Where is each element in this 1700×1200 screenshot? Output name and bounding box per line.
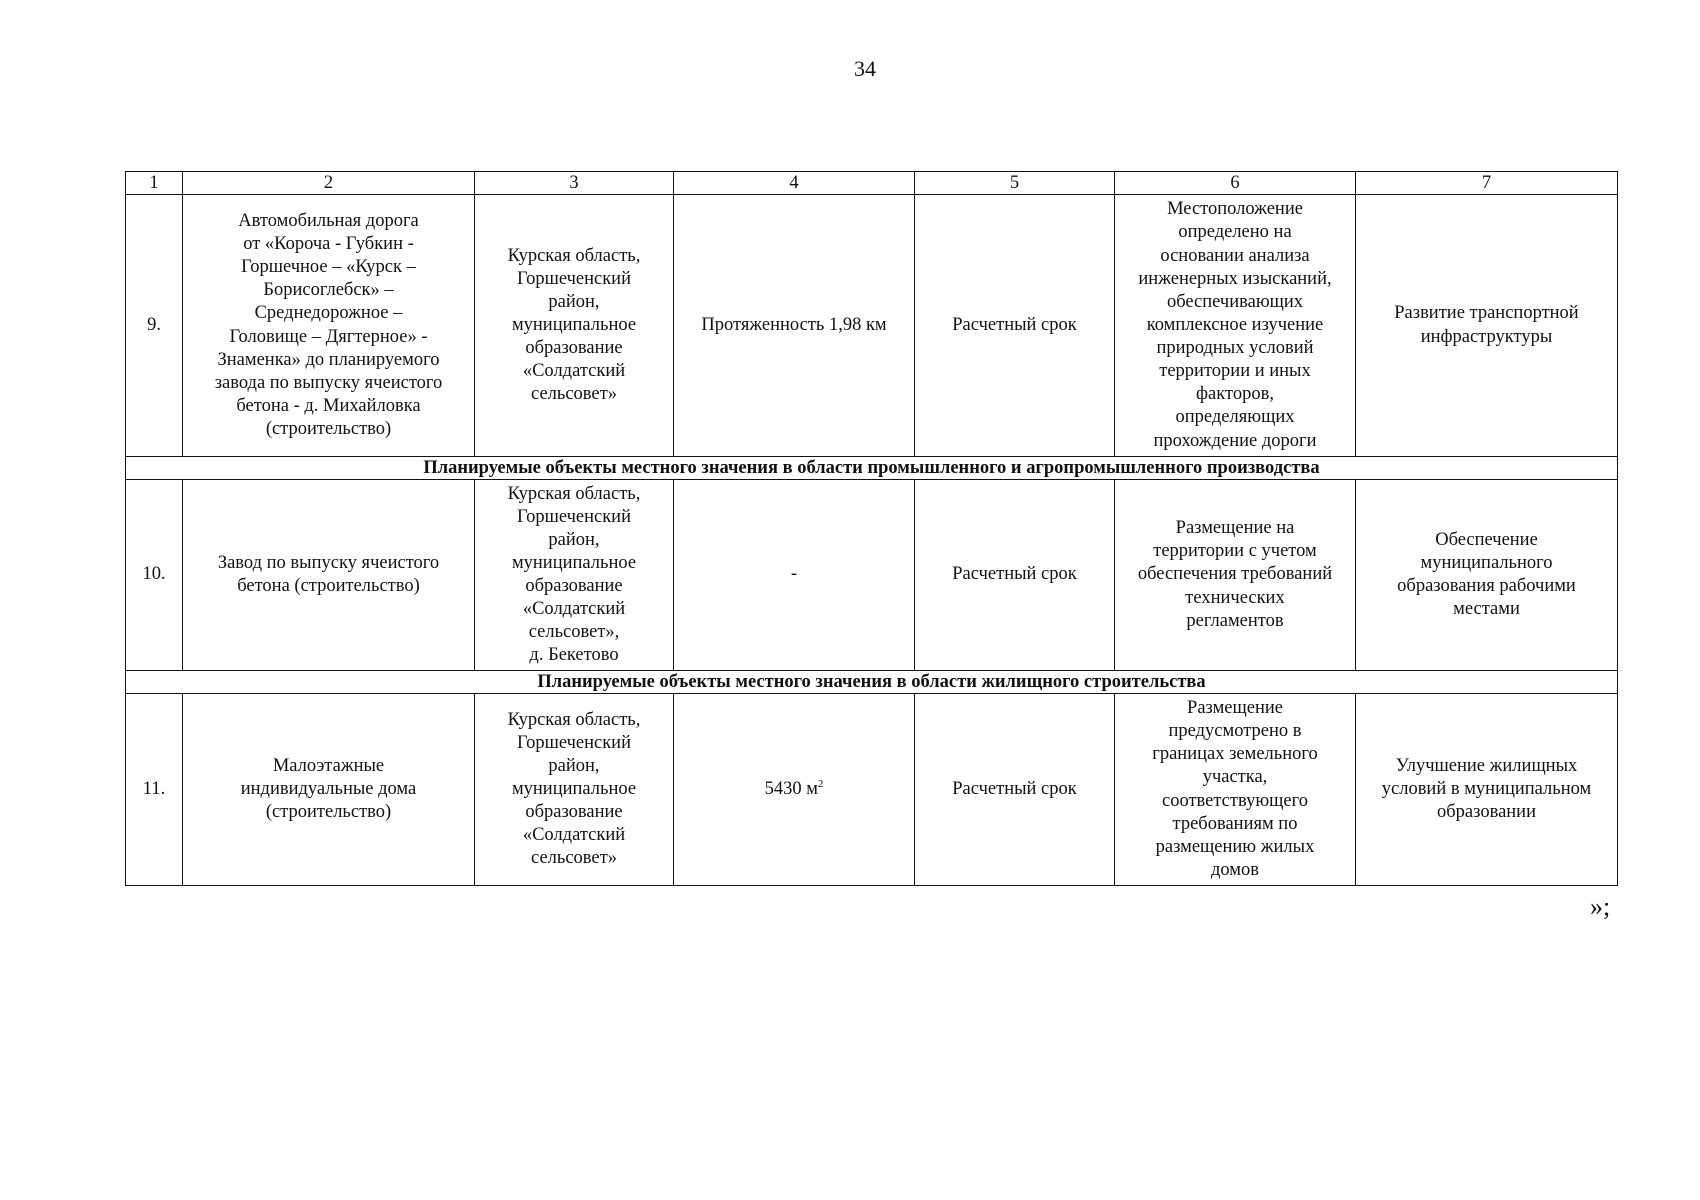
row-number-cell [126,480,183,671]
location-cell [475,480,674,671]
location-cell [475,694,674,886]
location: Курская область, Горшеченский район, муниципальное образование «Солдатский сельсовет», д. Бекетово [507,483,641,666]
row-number-cell [126,195,183,457]
placement-justification: Размещение на территории с учетом обеспечения требований технических регламентов [1137,518,1333,631]
object-name: Завод по выпуску ячеистого бетона (строительство) [217,552,440,596]
header-cell: 7 [1356,172,1618,195]
table-row [126,195,1618,457]
location: Курская область, Горшеченский район, муниципальное образование «Солдатский сельсовет» [507,709,641,869]
row-number: 9. [147,314,161,335]
purpose-cell [1356,480,1618,671]
section-header-row [126,457,1618,480]
term-cell [915,694,1115,886]
purpose-cell [1356,195,1618,457]
header-cell: 5 [915,172,1115,195]
header-cell: 6 [1115,172,1356,195]
object-name-cell [183,694,475,886]
table-header-row [126,172,1618,195]
term-cell [915,195,1115,457]
characteristics-cell [674,480,915,671]
planned-objects-table [125,171,1618,886]
location: Курская область, Горшеченский район, муниципальное образование «Солдатский сельсовет» [507,245,641,405]
term: Расчетный срок [952,564,1077,585]
placement-justification-cell [1115,195,1356,457]
page-number: 34 [854,56,876,81]
purpose: Обеспечение муниципального образования рабочими местами [1397,529,1576,620]
section-title: Планируемые объекты местного значения в области промышленного и агропромышленного производства [126,457,1618,480]
characteristics: Протяженность 1,98 км [701,314,887,335]
header-cell: 2 [183,172,475,195]
placement-justification: Местоположение определено на основании анализа инженерных изысканий, обеспечивающих комплексное изучение природных условий территории и иных факторов, определяющих прохождение дороги [1138,199,1332,451]
row-number-cell [126,694,183,886]
section-header-row [126,671,1618,694]
object-name-cell [183,195,475,457]
header-cell: 3 [475,172,674,195]
header-cell: 1 [126,172,183,195]
table-row [126,694,1618,886]
section-title: Планируемые объекты местного значения в области жилищного строительства [126,671,1618,694]
row-number: 11. [142,778,166,799]
object-name-cell [183,480,475,671]
purpose-cell [1356,694,1618,886]
header-cell: 4 [674,172,915,195]
placement-justification-cell [1115,480,1356,671]
object-name: Автомобильная дорога от «Короча - Губкин - Горшечное – «Курск – Борисоглебск» – Среднедорожное – Головище – Дягтерное» - Знаменка» до планируемого завода по выпуску ячеистого бетона - д. Михайловка (строительство) [214,210,443,439]
term: Расчетный срок [952,314,1077,335]
table-row [126,480,1618,671]
term-cell [915,480,1115,671]
term: Расчетный срок [952,778,1077,799]
closing-mark: »; [1590,892,1611,921]
row-number: 10. [142,564,166,585]
characteristics: 5430 м [764,778,818,799]
characteristics-cell [674,694,915,886]
characteristics: - [790,564,798,585]
purpose: Развитие транспортной инфраструктуры [1394,303,1579,347]
placement-justification: Размещение предусмотрено в границах земельного участка, соответствующего требованиям по размещению жилых домов [1152,698,1318,880]
object-name: Малоэтажные индивидуальные дома (строительство) [240,755,417,823]
placement-justification-cell [1115,694,1356,886]
characteristics-cell [674,195,915,457]
purpose: Улучшение жилищных условий в муниципальном образовании [1381,755,1592,823]
location-cell [475,195,674,457]
area-unit-exponent: 2 [817,777,824,790]
